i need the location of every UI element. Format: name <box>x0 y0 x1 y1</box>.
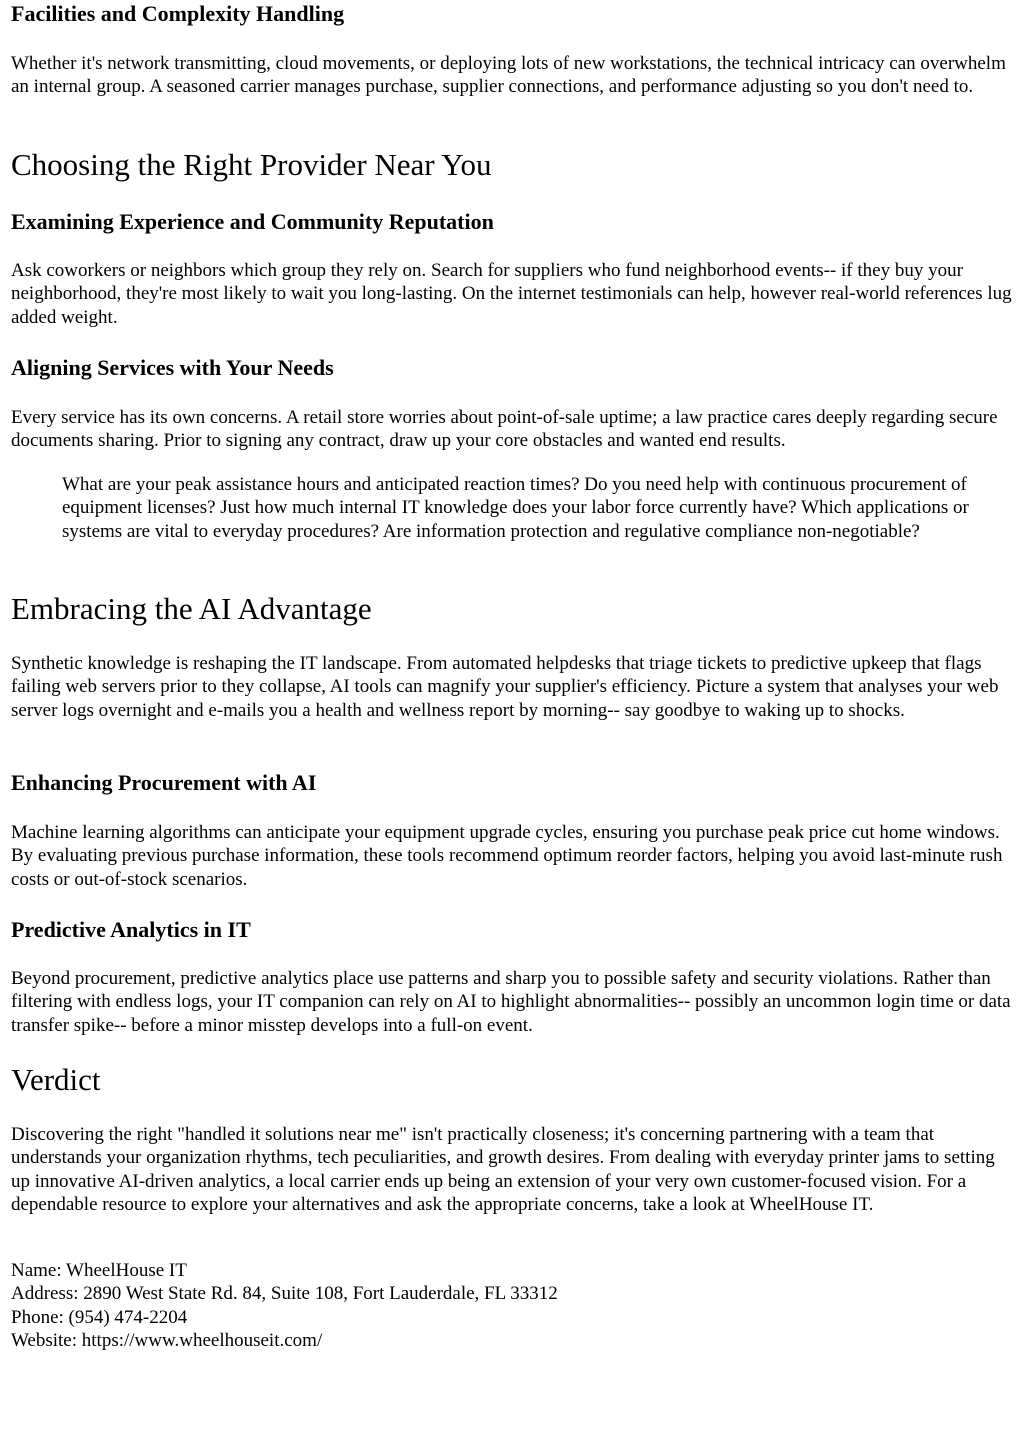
paragraph-procurement: Machine learning algorithms can anticipate your equipment upgrade cycles, ensuring you purchase peak price cut home windows. By evaluating previous purchase information, these tools recommend optimum reorder factors, helping you avoid last-minute rush costs or out-of-stock scenarios. <box>11 822 1003 890</box>
paragraph-aligning: Every service has its own concerns. A retail store worries about point-of-sale uptime; a law practice cares deeply regarding secure documents sharing. Prior to signing any contract, draw up your core obstacles and wanted end results. <box>11 407 998 452</box>
blockquote-questions: What are your peak assistance hours and anticipated reaction times? Do you need help with continuous procurement of equipment licenses? Just how much internal IT knowledge does your labor force currently have? Which applications or systems are vital to everyday procedures? Are information protection and regulative compliance non-negotiable? <box>62 474 969 542</box>
paragraph-verdict: Discovering the right "handled it solutions near me" isn't practically closeness; it's concerning partnering with a team that understands your organization rhythms, tech peculiarities, and growth desires. From dealing with everyday printer jams to setting up innovative AI-driven analytics, a local carrier ends up being an extension of your very own customer-focused vision. For a dependable resource to explore your alternatives and ask the appropriate concerns, take a look at WheelHouse IT. <box>11 1124 995 1215</box>
paragraph-facilities: Whether it's network transmitting, cloud movements, or deploying lots of new workstations, the technical intricacy can overwhelm an internal group. A seasoned carrier manages purchase, supplier connections, and performance adjusting so you don't need to. <box>11 53 1006 98</box>
paragraph-examining: Ask coworkers or neighbors which group they rely on. Search for suppliers who fund neighborhood events-- if they buy your neighborhood, they're most likely to wait you long-lasting. On the internet testimonials can help, however real-world references lug added weight. <box>11 260 1012 328</box>
section-heading-predictive: Predictive Analytics in IT <box>11 917 251 942</box>
heading-verdict: Verdict <box>11 1062 101 1097</box>
section-heading-aligning: Aligning Services with Your Needs <box>11 355 334 380</box>
paragraph-predictive: Beyond procurement, predictive analytics place use patterns and sharp you to possible safety and security violations. Rather than filtering with endless logs, your IT companion can rely on AI to highlight abnormalities-- possibly an uncommon login time or data transfer spike-- before a minor misstep develops into a full-on event. <box>11 968 1011 1036</box>
section-heading-facilities: Facilities and Complexity Handling <box>11 1 345 26</box>
paragraph-ai: Synthetic knowledge is reshaping the IT landscape. From automated helpdesks that triage tickets to predictive upkeep that flags failing web servers prior to they collapse, AI tools can magnify your supplier's efficiency. Picture a system that analyses your web server logs overnight and e-mails you a health and wellness report by morning-- say goodbye to waking up to shocks. <box>11 653 999 721</box>
section-heading-examining: Examining Experience and Community Reputation <box>11 209 494 234</box>
heading-choosing-provider: Choosing the Right Provider Near You <box>11 147 492 182</box>
contact-block <box>11 1259 1015 1352</box>
contact-website: Website: https://www.wheelhouseit.com/ <box>11 1329 323 1351</box>
contact-address: Address: 2890 West State Rd. 84, Suite 108, Fort Lauderdale, FL 33312 <box>11 1283 558 1305</box>
heading-ai-advantage: Embracing the AI Advantage <box>11 591 372 626</box>
contact-phone: Phone: (954) 474-2204 <box>11 1306 188 1328</box>
contact-name: Name: WheelHouse IT <box>11 1260 187 1281</box>
section-heading-procurement: Enhancing Procurement with AI <box>11 770 317 795</box>
